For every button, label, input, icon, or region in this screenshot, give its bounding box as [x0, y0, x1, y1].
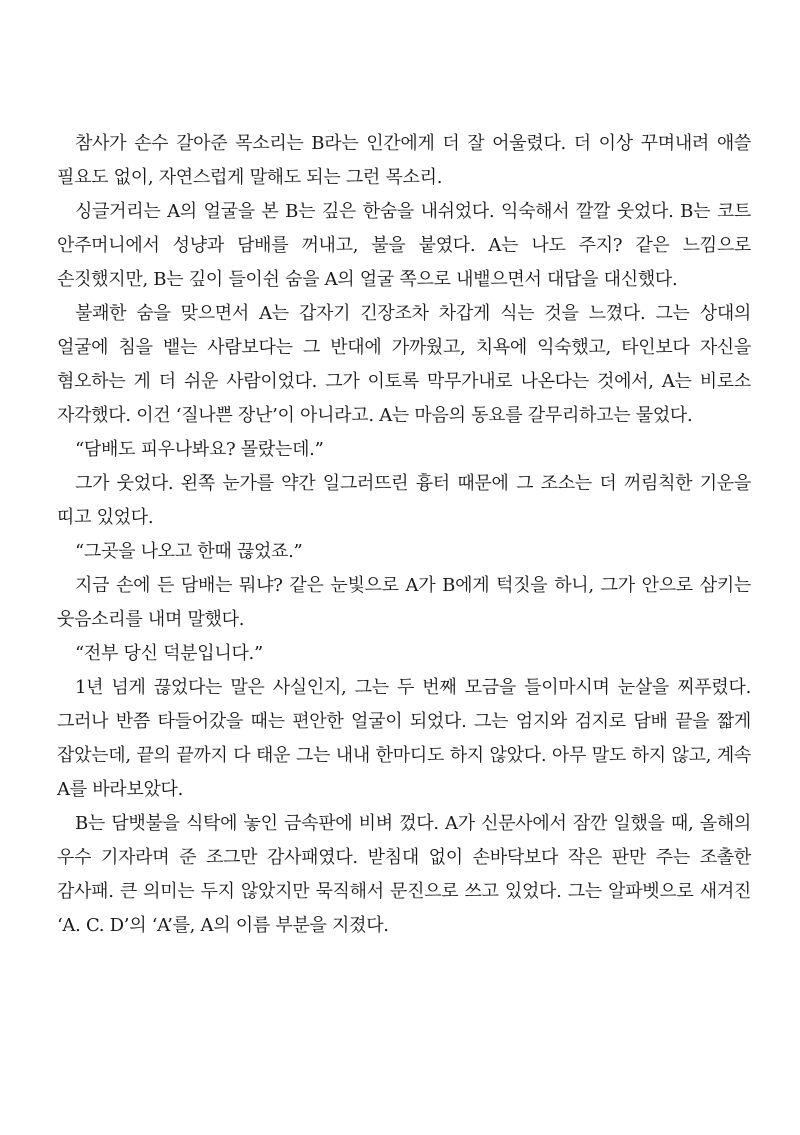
- paragraph-7: B는 담뱃불을 식탁에 놓인 금속판에 비벼 껐다. A가 신문사에서 잠깐 일했을 때, 올해의 우수 기자라며 준 조그만 감사패였다. 받침대 없이 손바닥보다 작은 판만 주는 조촐한 감사패. 큰 의미는 두지 않았지만 묵직해서 문진으로 쓰고 있었다. 그는 알파벳으로 새겨진 ‘A. C. D’의 ‘A’를, A의 이름 부분을 지졌다.: [57, 813, 751, 936]
- paragraph-3: 불쾌한 숨을 맞으면서 A는 갑자기 긴장조차 차갑게 식는 것을 느꼈다. 그는 상대의 얼굴에 침을 뱉는 사람보다는 그 반대에 가까웠고, 치욕에 익숙했고, 타인보다 자신을 혐오하는 게 더 쉬운 사람이었다. 그가 이토록 막무가내로 나온다는 것에서, A는 비로소 자각했다. 이건 ‘질나쁜 장난’이 아니라고. A는 마음의 동요를 갈무리하고는 물었다.: [57, 303, 751, 426]
- body-text: [57, 127, 751, 943]
- dialogue-3: “전부 당신 덕분입니다.”: [75, 643, 263, 664]
- paragraph-1: 참사가 손수 갈아준 목소리는 B라는 인간에게 더 잘 어울렸다. 더 이상 꾸며내려 애쓸 필요도 없이, 자연스럽게 말해도 되는 그런 목소리.: [57, 133, 751, 188]
- dialogue-1: “담배도 피우나봐요? 몰랐는데.”: [75, 439, 324, 460]
- paragraph-5: 지금 손에 든 담배는 뭐냐? 같은 눈빛으로 A가 B에게 턱짓을 하니, 그가 안으로 삼키는 웃음소리를 내며 말했다.: [57, 575, 751, 630]
- paragraph-6: 1년 넘게 끊었다는 말은 사실인지, 그는 두 번째 모금을 들이마시며 눈살을 찌푸렸다. 그러나 반쯤 타들어갔을 때는 편안한 얼굴이 되었다. 그는 엄지와 검지로 담배 끝을 짧게 잡았는데, 끝의 끝까지 다 태운 그는 내내 한마디도 하지 않았다. 아무 말도 하지 않고, 계속 A를 바라보았다.: [57, 677, 751, 800]
- dialogue-2: “그곳을 나오고 한때 끊었죠.”: [75, 541, 303, 562]
- paragraph-2: 싱글거리는 A의 얼굴을 본 B는 깊은 한숨을 내쉬었다. 익숙해서 깔깔 웃었다. B는 코트 안주머니에서 성냥과 담배를 꺼내고, 불을 붙였다. A는 나도 주지? 같은 느낌으로 손짓했지만, B는 깊이 들이쉰 숨을 A의 얼굴 쪽으로 내뱉으면서 대답을 대신했다.: [57, 201, 751, 290]
- paragraph-4: 그가 웃었다. 왼쪽 눈가를 약간 일그러뜨린 흉터 때문에 그 조소는 더 꺼림칙한 기운을 띠고 있었다.: [57, 473, 751, 528]
